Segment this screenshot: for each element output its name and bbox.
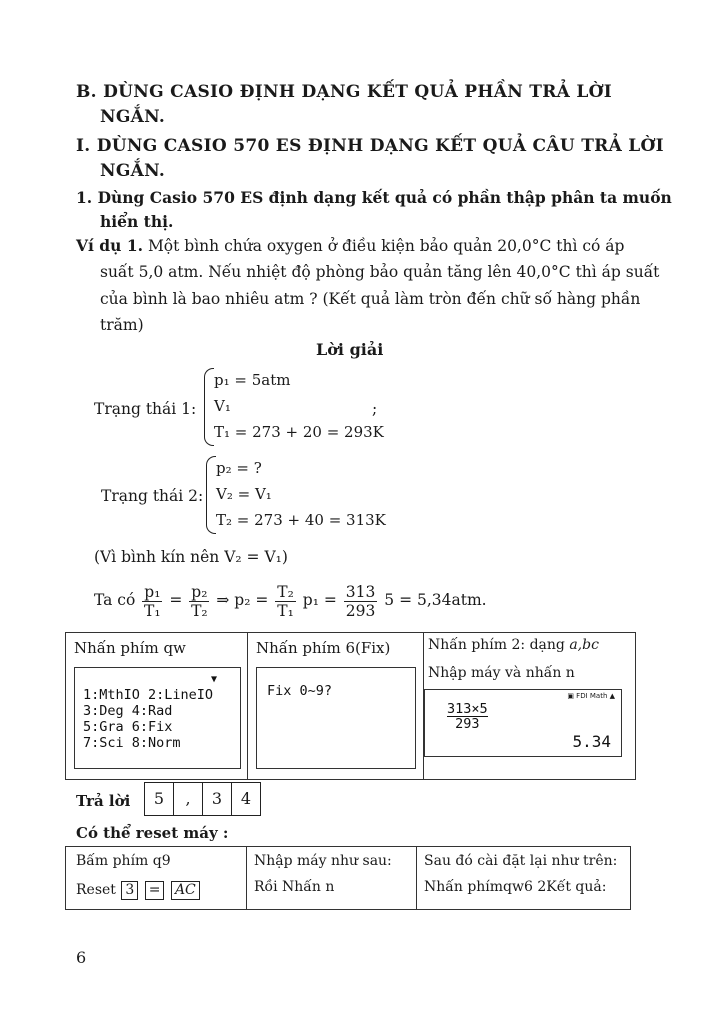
example-line-1: [76, 233, 624, 259]
state-2-label: Trạng thái 2:: [101, 487, 204, 505]
example-line-4: trăm): [100, 316, 144, 334]
key-3: 3: [121, 881, 138, 900]
reset-divider: [416, 847, 417, 909]
reset-title: Có thể reset máy :: [76, 824, 229, 842]
section-b-heading-cont: NGẮN.: [100, 107, 166, 127]
state-1-label: Trạng thái 1:: [94, 400, 197, 418]
equals-sign: =: [169, 591, 183, 609]
answer-digit: 5: [144, 782, 174, 816]
calculator-screen-result: [424, 689, 622, 757]
fraction-313-293: $\frac{313}{293}$: [345, 582, 376, 620]
lcd-line: Fix 0~9?: [267, 683, 333, 699]
lcd-line: 3:Deg 4:Rad: [83, 703, 173, 719]
steps-divider: [247, 633, 248, 779]
step-2-label: Nhấn phím 6(Fix): [256, 639, 391, 657]
reset-table: [65, 846, 631, 910]
section-i-heading-cont: NGẮN.: [100, 161, 166, 181]
example-label: Ví dụ 1.: [76, 236, 143, 255]
implies-text: ⇒ p₂ =: [216, 591, 269, 609]
answer-digit: 3: [202, 782, 232, 816]
fraction-p1-t1: $\frac{\text{p₁}}{\text{T₁}}$: [144, 582, 161, 620]
state-2-line: T₂ = 273 + 40 = 313K: [216, 511, 386, 529]
steps-table: [65, 632, 636, 780]
lcd-line: 1:MthIO 2:LineIO: [83, 687, 214, 703]
lcd-line: 5:Gra 6:Fix: [83, 719, 173, 735]
example-line-3: của bình là bao nhiêu atm ? (Kết quả làm tròn đến chữ số hàng phần: [100, 290, 641, 308]
state-1-brace: [204, 368, 214, 446]
example-line-2: suất 5,0 atm. Nếu nhiệt độ phòng bảo quản tăng lên 40,0°C thì áp suất: [100, 263, 660, 281]
formula-result: 5 = 5,34atm.: [384, 591, 487, 609]
formula-prefix: Ta có: [94, 591, 136, 609]
lcd-line: 7:Sci 8:Norm: [83, 735, 181, 751]
fraction-t2-t1: $\frac{\text{T₂}}{\text{T₁}}$: [277, 582, 294, 620]
state-2-brace: [206, 456, 216, 534]
answer-boxes: [144, 782, 268, 816]
reset-cell-1-line-2: Reset 3 = AC: [76, 881, 201, 900]
state-1-line: T₁ = 273 + 20 = 293K: [214, 423, 384, 441]
reset-cell-2-line-1: Nhập máy như sau:: [254, 853, 392, 869]
status-bar: ▣ FDI Math ▲: [567, 692, 615, 700]
state-1-line: V₁: [214, 397, 231, 415]
scroll-down-icon: ▼: [211, 674, 218, 685]
reset-divider: [246, 847, 247, 909]
state-1-end: ;: [372, 400, 378, 418]
state-2-line: V₂ = V₁: [216, 485, 272, 503]
reset-cell-1-line-1: Bấm phím q9: [76, 853, 171, 869]
section-b-heading: B. DÙNG CASIO ĐỊNH DẠNG KẾT QUẢ PHẦN TRẢ LỜI: [76, 82, 612, 102]
key-ac: AC: [171, 881, 200, 900]
answer-label: Trả lời: [76, 792, 131, 810]
reset-cell-3-line-2: Nhấn phímqw6 2Kết quả:: [424, 879, 607, 895]
key-equals: =: [145, 881, 165, 900]
p1-term: p₁ =: [302, 591, 337, 609]
state-2-line: p₂ = ?: [216, 459, 262, 477]
calculator-screen-fix: [256, 667, 416, 769]
step-3-label-2: Nhập máy và nhấn n: [428, 665, 575, 681]
answer-digit: 4: [231, 782, 261, 816]
lcd-fraction: 313×5 293: [447, 701, 488, 732]
calculator-screen-setup-menu: [74, 667, 241, 769]
item-1-heading-cont: hiển thị.: [100, 212, 174, 231]
state-1-line: p₁ = 5atm: [214, 371, 291, 389]
answer-digit: ,: [173, 782, 203, 816]
state-1-system: [214, 367, 384, 445]
reset-cell-2-line-2: Rồi Nhấn n: [254, 879, 335, 895]
example-text-1: Một bình chứa oxygen ở điều kiện bảo quản 20,0°C thì có áp: [147, 237, 625, 255]
note-text: (Vì bình kín nên V₂ = V₁): [94, 548, 288, 566]
section-i-heading: I. DÙNG CASIO 570 ES ĐỊNH DẠNG KẾT QUẢ CÂU TRẢ LỜI: [76, 136, 664, 156]
solution-title: Lời giải: [316, 340, 384, 359]
fraction-p2-t2: $\frac{\text{p₂}}{\text{T₂}}$: [191, 582, 208, 620]
state-2-system: [216, 455, 386, 533]
step-3-label: Nhấn phím 2: dạng a,bc: [428, 637, 599, 653]
step-1-label: Nhấn phím qw: [74, 639, 186, 657]
reset-cell-3-line-1: Sau đó cài đặt lại như trên:: [424, 853, 618, 869]
lcd-result: 5.34: [572, 732, 611, 751]
formula: [94, 578, 487, 622]
page-number: 6: [76, 948, 87, 967]
item-1-heading: 1. Dùng Casio 570 ES định dạng kết quả có phần thập phân ta muốn: [76, 188, 672, 207]
